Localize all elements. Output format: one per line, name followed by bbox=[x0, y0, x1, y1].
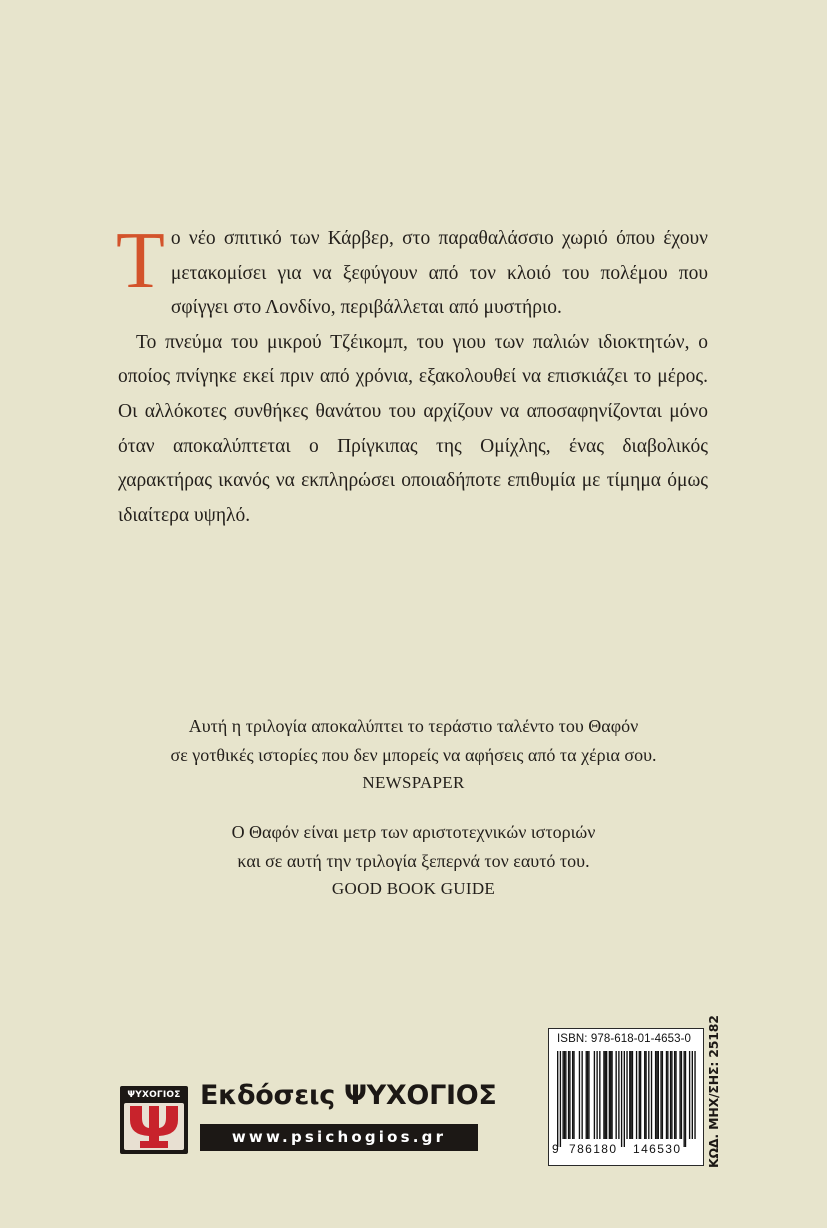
isbn-barcode bbox=[548, 1028, 704, 1166]
barcode-bar bbox=[651, 1051, 652, 1139]
barcode-bar bbox=[660, 1051, 661, 1139]
barcode-bar bbox=[658, 1051, 659, 1139]
barcode-bar bbox=[615, 1051, 616, 1139]
barcode-bar bbox=[644, 1051, 645, 1139]
barcode-bar bbox=[596, 1051, 597, 1139]
barcode-bar bbox=[560, 1051, 561, 1147]
blurb-paragraph-1 bbox=[116, 217, 708, 326]
barcode-bar bbox=[679, 1051, 680, 1139]
blurb-paragraph-2: Το πνεύμα του μικρού Τζέικομπ, του γιου των παλιών ιδιοκτητών, ο οποίος πνίγηκε εκεί πριν από χρόνια, εξακολουθεί να επισκιάζει το μέρος. Οι αλλόκοτες συνθήκες θανάτου του αρχίζουν να αποσαφηνίζονται μόνο όταν αποκαλύπτεται ο Πρίγκιπας της Ομίχλης, ένας διαβολικός χαρακτήρας ικανός να εκπληρώσει οποιαδήποτε επιθυμία με τίμημα όμως ιδιαίτερα υψηλό. bbox=[118, 331, 708, 526]
barcode-bar bbox=[624, 1051, 625, 1147]
barcode-bar bbox=[569, 1051, 570, 1139]
barcode-bar bbox=[587, 1051, 588, 1139]
barcode-bar bbox=[683, 1051, 684, 1147]
barcode-bar bbox=[640, 1051, 641, 1139]
barcode-bar bbox=[611, 1051, 612, 1139]
barcode-bar bbox=[694, 1051, 695, 1139]
barcode-bar bbox=[692, 1051, 693, 1139]
publisher-logo-text: ΨΥΧΟΓΙΟΣ bbox=[127, 1090, 181, 1100]
barcode-bar bbox=[656, 1051, 657, 1139]
isbn-label: ISBN: 978-618-01-4653-0 bbox=[557, 1033, 691, 1045]
barcode-bar bbox=[630, 1051, 631, 1139]
barcode-bar bbox=[667, 1051, 668, 1139]
review-quote-2-source: GOOD BOOK GUIDE bbox=[331, 879, 496, 898]
barcode-first-digit: 9 bbox=[552, 1142, 559, 1156]
barcode-bar bbox=[666, 1051, 667, 1139]
barcode-bar bbox=[618, 1051, 619, 1139]
review-quote-2-line-2: και σε αυτή την τριλογία ξεπερνά τον εαυτό του. bbox=[237, 850, 590, 871]
barcode-right-digits: 146530 bbox=[633, 1142, 682, 1156]
barcode-bars bbox=[557, 1051, 697, 1147]
machine-code: ΚΩΔ. ΜΗΧ/ΣΗΣ: 25182 bbox=[706, 1015, 721, 1168]
publisher-logo-panel bbox=[124, 1103, 184, 1150]
barcode-bar bbox=[681, 1051, 682, 1139]
barcode-bar bbox=[632, 1051, 633, 1139]
barcode-bar bbox=[579, 1051, 580, 1139]
barcode-bar bbox=[639, 1051, 640, 1139]
publisher-url: www.psichogios.gr bbox=[200, 1124, 478, 1151]
publisher-name: Εκδόσεις ΨΥΧΟΓΙΟΣ bbox=[200, 1080, 497, 1111]
barcode-bar bbox=[648, 1051, 649, 1139]
barcode-bar bbox=[689, 1051, 690, 1139]
review-quote-1-source: NEWSPAPER bbox=[362, 773, 465, 792]
barcode-bar bbox=[629, 1051, 630, 1139]
barcode-bar bbox=[655, 1051, 656, 1139]
barcode-bar bbox=[626, 1051, 627, 1139]
barcode-bar bbox=[670, 1051, 671, 1139]
barcode-bar bbox=[685, 1051, 686, 1147]
barcode-bar bbox=[675, 1051, 676, 1139]
review-quote-1-line-2: σε γοτθικές ιστορίες που δεν μπορείς να αφήσεις από τα χέρια σου. bbox=[170, 744, 657, 765]
barcode-left-digits: 786180 bbox=[569, 1142, 618, 1156]
barcode-bar bbox=[605, 1051, 606, 1139]
barcode-bar bbox=[645, 1051, 646, 1139]
barcode-bar bbox=[662, 1051, 663, 1139]
barcode-bar bbox=[564, 1051, 565, 1139]
review-quote-1 bbox=[60, 712, 767, 798]
barcode-bar bbox=[636, 1051, 637, 1139]
review-quote-2-line-1: Ο Θαφόν είναι μετρ των αριστοτεχνικών ιστοριών bbox=[231, 822, 596, 842]
barcode-bar bbox=[603, 1051, 604, 1139]
drop-cap: Τ bbox=[116, 217, 165, 305]
blurb-paragraph-1-text: ο νέο σπιτικό των Κάρβερ, στο παραθαλάσσιο χωριό όπου έχουν μετακομίσει για να ξεφύγουν από τον κλοιό του πολέμου που σφίγγει στο Λονδίνο, περιβάλλεται από μυστήριο. bbox=[170, 228, 708, 319]
barcode-bar bbox=[568, 1051, 569, 1139]
barcode-bar bbox=[565, 1051, 566, 1139]
publisher-logo-block bbox=[120, 1080, 497, 1154]
barcode-bar bbox=[606, 1051, 607, 1139]
barcode-bar bbox=[572, 1051, 573, 1139]
barcode-bar bbox=[562, 1051, 563, 1139]
publisher-logo bbox=[120, 1086, 188, 1154]
barcode-bar bbox=[557, 1051, 558, 1147]
barcode-bar bbox=[573, 1051, 574, 1139]
barcode-bar bbox=[586, 1051, 587, 1139]
barcode-bar bbox=[671, 1051, 672, 1139]
barcode-bar bbox=[674, 1051, 675, 1139]
back-cover-blurb bbox=[116, 217, 708, 533]
barcode-bar bbox=[610, 1051, 611, 1139]
review-quote-2 bbox=[60, 818, 767, 904]
barcode-bar bbox=[609, 1051, 610, 1139]
psi-symbol-icon bbox=[124, 1103, 184, 1150]
barcode-bar bbox=[621, 1051, 622, 1147]
barcode-bar bbox=[594, 1051, 595, 1139]
barcode-bar bbox=[581, 1051, 582, 1139]
review-quote-1-line-1: Αυτή η τριλογία αποκαλύπτει το τεράστιο ταλέντο του Θαφόν bbox=[188, 716, 639, 736]
barcode-bar bbox=[588, 1051, 589, 1139]
barcode-bar bbox=[599, 1051, 600, 1139]
